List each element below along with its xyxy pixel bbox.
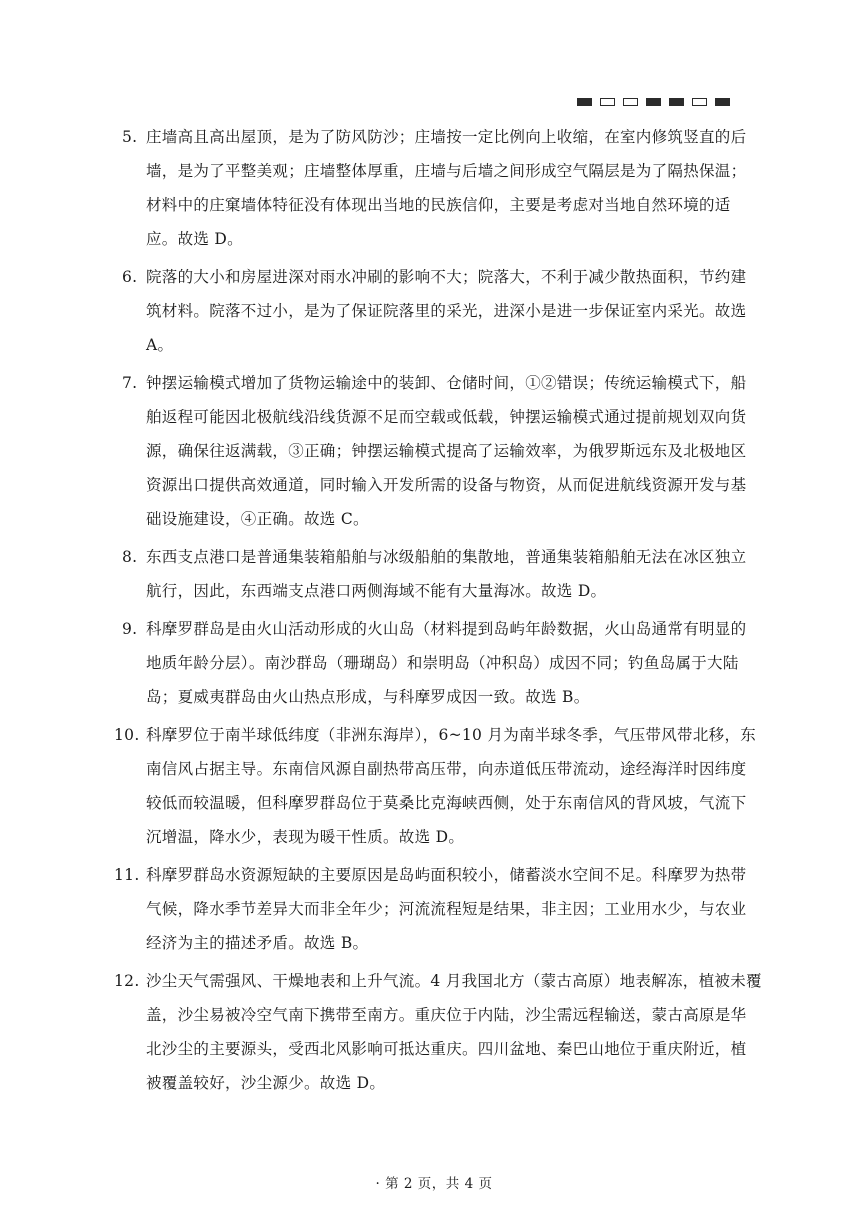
page-number: · 第 2 页，共 4 页 bbox=[375, 1176, 493, 1192]
marker-block bbox=[692, 98, 707, 106]
marker-block bbox=[669, 98, 684, 106]
answer-number: 8. bbox=[122, 548, 138, 566]
answer-item bbox=[122, 612, 762, 714]
answer-number: 10. bbox=[114, 726, 140, 744]
answer-number: 6. bbox=[122, 268, 138, 286]
marker-block bbox=[715, 98, 730, 106]
marker-block bbox=[577, 98, 592, 106]
answer-number: 7. bbox=[122, 374, 138, 392]
answer-text: 院落的大小和房屋进深对雨水冲刷的影响不大；院落大，不利于减少散热面积，节约建筑材料。院落不过小，是为了保证院落里的采光，进深小是进一步保证室内采光。故选 A。 bbox=[146, 268, 747, 354]
answer-number: 5. bbox=[122, 128, 138, 146]
page-footer bbox=[0, 1172, 868, 1192]
answer-text: 钟摆运输模式增加了货物运输途中的装卸、仓储时间，①②错误；传统运输模式下，船舶返程可能因北极航线沿线货源不足而空载或低载，钟摆运输模式通过提前规划双向货源，确保往返满载，③正确；钟摆运输模式提高了运输效率，为俄罗斯远东及北极地区资源出口提供高效通道，同时输入开发所需的设备与物资，从而促进航线资源开发与基础设施建设，④正确。故选 C。 bbox=[146, 374, 747, 528]
answer-item bbox=[122, 260, 762, 362]
answer-text: 科摩罗群岛水资源短缺的主要原因是岛屿面积较小，储蓄淡水空间不足。科摩罗为热带气候，降水季节差异大而非全年少；河流流程短是结果，非主因；工业用水少，与农业经济为主的描述矛盾。故选 B。 bbox=[146, 866, 747, 952]
answer-number: 9. bbox=[122, 620, 138, 638]
marker-block bbox=[600, 98, 615, 106]
page-marker-bar bbox=[577, 98, 730, 106]
answer-item bbox=[114, 858, 762, 960]
answer-text: 科摩罗群岛是由火山活动形成的火山岛（材料提到岛屿年龄数据，火山岛通常有明显的地质年龄分层）。南沙群岛（珊瑚岛）和崇明岛（冲积岛）成因不同；钓鱼岛属于大陆岛；夏威夷群岛由火山热点形成，与科摩罗成因一致。故选 B。 bbox=[146, 620, 747, 706]
answer-item bbox=[114, 718, 762, 854]
answer-number: 12. bbox=[114, 972, 140, 990]
marker-block bbox=[646, 98, 661, 106]
answer-text: 沙尘天气需强风、干燥地表和上升气流。4 月我国北方（蒙古高原）地表解冻，植被未覆盖，沙尘易被冷空气南下携带至南方。重庆位于内陆，沙尘需远程输送，蒙古高原是华北沙尘的主要源头，受西北风影响可抵达重庆。四川盆地、秦巴山地位于重庆附近，植被覆盖较好，沙尘源少。故选 D。 bbox=[146, 972, 762, 1092]
marker-block bbox=[623, 98, 638, 106]
answer-text: 科摩罗位于南半球低纬度（非洲东海岸），6~10 月为南半球冬季，气压带风带北移，东南信风占据主导。东南信风源自副热带高压带，向赤道低压带流动，途经海洋时因纬度较低而较温暖，但科摩罗群岛位于莫桑比克海峡西侧，处于东南信风的背风坡，气流下沉增温，降水少，表现为暖干性质。故选 D。 bbox=[146, 726, 757, 846]
answer-list bbox=[114, 120, 762, 1104]
answer-item bbox=[114, 964, 762, 1100]
answer-item bbox=[122, 366, 762, 536]
answer-text: 东西支点港口是普通集装箱船舶与冰级船舶的集散地，普通集装箱船舶无法在冰区独立航行，因此，东西端支点港口两侧海域不能有大量海冰。故选 D。 bbox=[146, 548, 747, 600]
answer-item bbox=[122, 540, 762, 608]
answer-number: 11. bbox=[114, 866, 140, 884]
answer-text: 庄墙高且高出屋顶，是为了防风防沙；庄墙按一定比例向上收缩，在室内修筑竖直的后墙，是为了平整美观；庄墙整体厚重，庄墙与后墙之间形成空气隔层是为了隔热保温；材料中的庄窠墙体特征没有体现出当地的民族信仰，主要是考虑对当地自然环境的适应。故选 D。 bbox=[146, 128, 747, 248]
answer-item bbox=[122, 120, 762, 256]
